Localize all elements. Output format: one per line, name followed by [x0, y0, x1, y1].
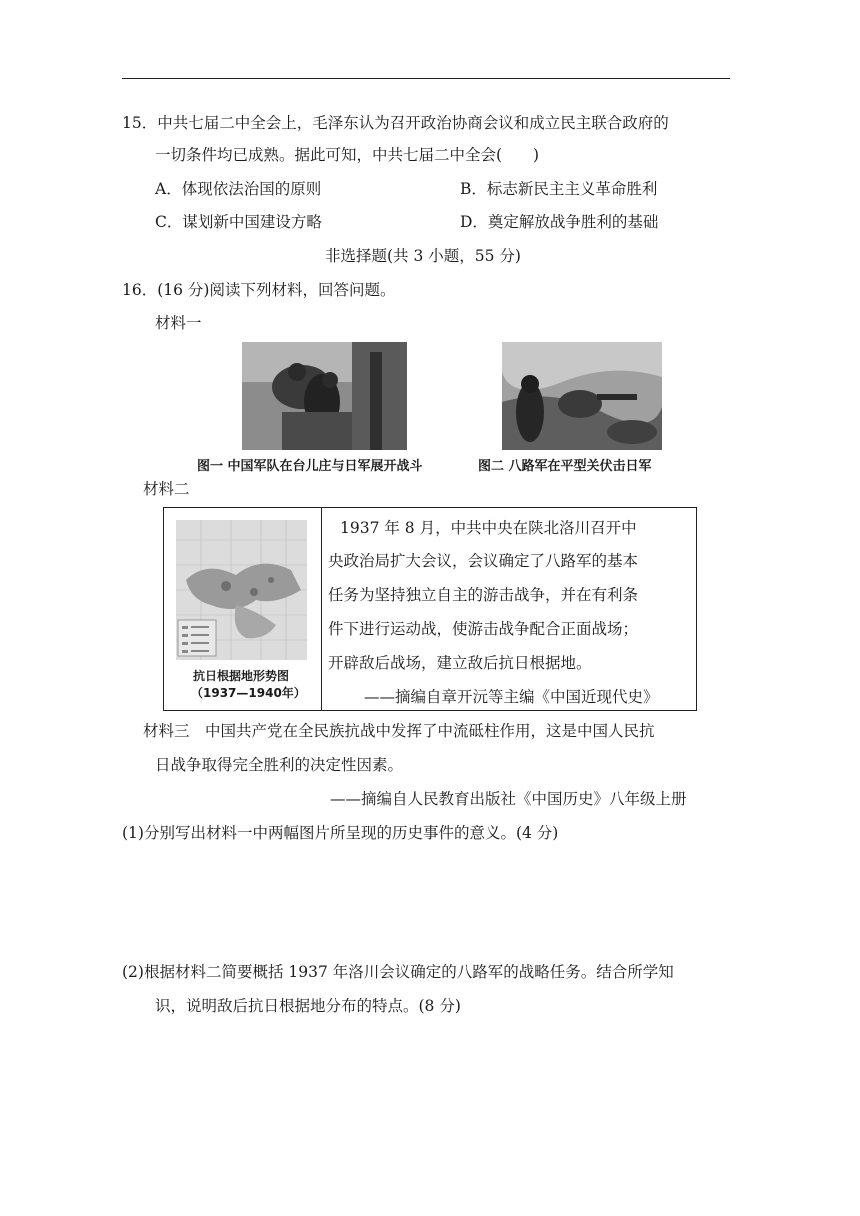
material2-text-line2: 央政治局扩大会议，会议确定了八路军的基本: [328, 552, 639, 570]
map-caption-years: （1937—1940年）: [191, 686, 306, 700]
subquestion-2-line1: (2)根据材料二简要概括 1937 年洛川会议确定的八路军的战略任务。结合所学知: [122, 963, 674, 981]
q15-stem-line2: 一切条件均已成熟。据此可知，中共七届二中全会( ): [155, 146, 540, 164]
map-caption-title: 抗日根据地形势图: [193, 669, 290, 683]
photo-taierzhuang-battle: [242, 342, 407, 450]
q15-option-a: A．体现依法治国的原则: [155, 180, 322, 198]
material2-divider: [321, 508, 322, 710]
base-area-map: [176, 520, 307, 660]
material2-text-line3: 任务为坚持独立自主的游击战争，并在有利条: [328, 586, 639, 604]
subquestion-2-line2: 识，说明敌后抗日根据地分布的特点。(8 分): [155, 997, 461, 1015]
q15-option-d: D．奠定解放战争胜利的基础: [460, 213, 659, 231]
material1-label: 材料一: [155, 314, 202, 332]
material2-text-line5: 开辟敌后战场，建立敌后抗日根据地。: [328, 654, 592, 672]
q15-option-c: C．谋划新中国建设方略: [155, 213, 322, 231]
material2-source: ——摘编自章开沅等主编《中国近现代史》: [364, 688, 659, 706]
material3-line2: 日战争取得完全胜利的决定性因素。: [155, 756, 404, 774]
q15-option-b: B．标志新民主主义革命胜利: [460, 180, 658, 198]
fig1-caption: 图一 中国军队在台儿庄与日军展开战斗: [197, 459, 423, 474]
material2-text-line1: 1937 年 8 月，中共中央在陕北洛川召开中: [340, 519, 637, 537]
section-heading: 非选择题(共 3 小题，55 分): [325, 247, 521, 265]
top-rule: [122, 78, 730, 79]
material3-source: ——摘编自人民教育出版社《中国历史》八年级上册: [330, 790, 687, 808]
q16-stem: 16．(16 分)阅读下列材料，回答问题。: [122, 281, 396, 299]
subquestion-1: (1)分别写出材料一中两幅图片所呈现的历史事件的意义。(4 分): [122, 824, 559, 842]
material2-text-line4: 件下进行运动战，使游击战争配合正面战场；: [328, 620, 639, 638]
q15-stem-line1: 15．中共七届二中全会上，毛泽东认为召开政治协商会议和成立民主联合政府的: [122, 114, 669, 132]
photo-pingxingguan-ambush: [502, 342, 662, 450]
fig2-caption: 图二 八路军在平型关伏击日军: [478, 459, 652, 474]
material3-line1: 材料三 中国共产党在全民族抗战中发挥了中流砥柱作用，这是中国人民抗: [143, 722, 655, 740]
material2-label: 材料二: [143, 480, 190, 498]
